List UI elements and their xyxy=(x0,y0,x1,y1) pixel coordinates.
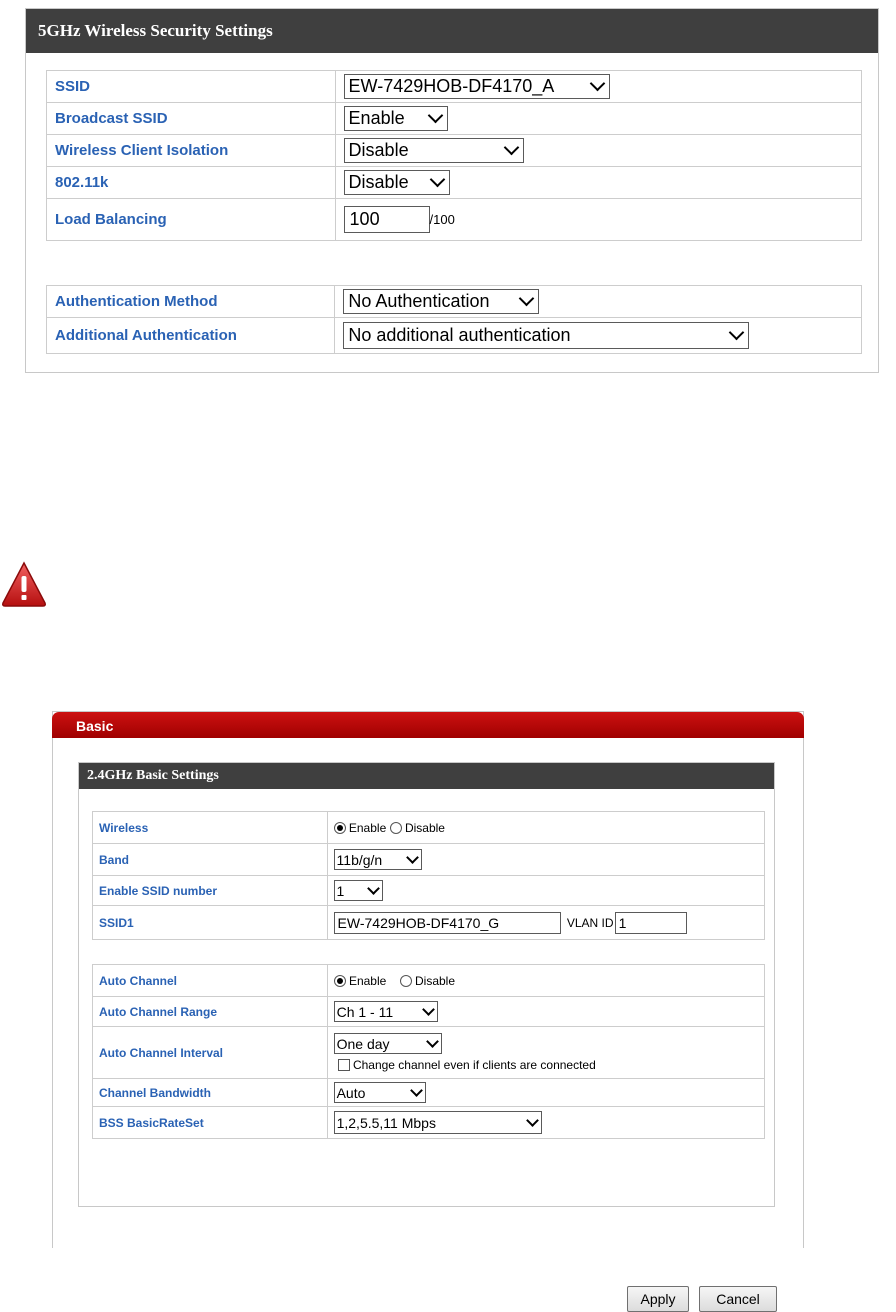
bandwidth-label: Channel Bandwidth xyxy=(93,1079,328,1107)
auth-method-select[interactable] xyxy=(343,289,539,314)
auth-method-value: No Authentication xyxy=(348,291,490,311)
bandwidth-value: Auto xyxy=(336,1084,366,1101)
auto-channel-enable-label: Enable xyxy=(348,973,387,988)
bandwidth-select[interactable] xyxy=(334,1082,426,1103)
80211k-value: Disable xyxy=(348,172,409,192)
vlan-id-input[interactable]: 1 xyxy=(615,912,687,934)
wireless-label: Wireless xyxy=(93,812,328,844)
broadcast-ssid-label: Broadcast SSID xyxy=(47,103,336,135)
change-channel-checkbox[interactable] xyxy=(338,1059,350,1071)
table-row xyxy=(93,1027,765,1079)
change-channel-label: Change channel even if clients are connected xyxy=(352,1057,596,1072)
chevron-down-icon xyxy=(426,1035,439,1048)
chevron-down-icon xyxy=(503,140,519,156)
auto-channel-label: Auto Channel xyxy=(93,965,328,997)
table-row xyxy=(47,199,862,241)
ssid-select[interactable] xyxy=(344,74,610,99)
table-row xyxy=(93,1079,765,1107)
table-row xyxy=(93,997,765,1027)
chevron-down-icon xyxy=(422,1003,435,1016)
table-row xyxy=(93,812,765,844)
ssid-select-value: EW-7429HOB-DF4170_A xyxy=(348,76,555,96)
table-row xyxy=(47,103,862,135)
channel-interval-value: One day xyxy=(336,1035,390,1052)
chevron-down-icon xyxy=(519,291,535,307)
table-row xyxy=(93,965,765,997)
chevron-down-icon xyxy=(410,1084,423,1097)
auto-channel-disable-label: Disable xyxy=(415,973,456,988)
chevron-down-icon xyxy=(367,882,380,895)
band-label: Band xyxy=(93,844,328,876)
warning-triangle-icon xyxy=(0,560,48,608)
chevron-down-icon xyxy=(729,325,745,341)
table-row xyxy=(47,167,862,199)
load-balancing-label: Load Balancing xyxy=(47,199,336,241)
client-isolation-select[interactable] xyxy=(344,138,524,163)
apply-button[interactable]: Apply xyxy=(627,1286,689,1312)
table-row xyxy=(93,906,765,940)
ssid1-input[interactable]: EW-7429HOB-DF4170_G xyxy=(334,912,561,934)
80211k-select[interactable] xyxy=(344,170,450,195)
ssid-number-select[interactable] xyxy=(334,880,383,901)
auto-channel-enable-radio[interactable] xyxy=(334,975,346,987)
load-balancing-input[interactable]: 100 xyxy=(344,206,430,233)
table-row xyxy=(47,286,862,318)
chevron-down-icon xyxy=(429,172,445,188)
80211k-label: 802.11k xyxy=(47,167,336,199)
ssid-number-value: 1 xyxy=(336,882,345,899)
table-row xyxy=(93,1107,765,1139)
ssid-label: SSID xyxy=(47,71,336,103)
table-row xyxy=(93,844,765,876)
vlan-id-label: VLAN ID xyxy=(566,915,614,930)
wireless-disable-label: Disable xyxy=(404,820,445,835)
auth-table xyxy=(46,285,862,354)
table-row xyxy=(47,318,862,354)
chevron-down-icon xyxy=(526,1114,539,1127)
chevron-down-icon xyxy=(589,76,605,92)
wireless-disable-radio[interactable] xyxy=(390,822,402,834)
channel-range-label: Auto Channel Range xyxy=(93,997,328,1027)
panel-header: Basic xyxy=(52,712,804,738)
client-isolation-label: Wireless Client Isolation xyxy=(47,135,336,167)
additional-auth-value: No additional authentication xyxy=(348,325,571,345)
panel-title: 5GHz Wireless Security Settings xyxy=(26,9,878,53)
wireless-enable-radio[interactable] xyxy=(334,822,346,834)
wireless-security-panel xyxy=(25,8,879,373)
ssid-number-label: Enable SSID number xyxy=(93,876,328,906)
basic-rate-value: 1,2,5.5,11 Mbps xyxy=(336,1114,436,1131)
broadcast-ssid-select[interactable] xyxy=(344,106,448,131)
security-table xyxy=(46,70,862,241)
auto-channel-disable-radio[interactable] xyxy=(400,975,412,987)
section-title: 2.4GHz Basic Settings xyxy=(79,763,774,789)
basic-settings-panel xyxy=(52,711,804,1307)
table-row xyxy=(93,876,765,906)
band-value: 11b/g/n xyxy=(336,851,383,868)
wireless-enable-label: Enable xyxy=(348,820,387,835)
band-select[interactable] xyxy=(334,849,422,870)
channel-settings-table xyxy=(92,964,765,1139)
ssid1-label: SSID1 xyxy=(93,906,328,940)
channel-range-select[interactable] xyxy=(334,1001,438,1022)
client-isolation-value: Disable xyxy=(348,140,409,160)
cancel-button[interactable]: Cancel xyxy=(699,1286,777,1312)
chevron-down-icon xyxy=(406,851,419,864)
basic-settings-section xyxy=(78,762,775,1207)
basic-rate-select[interactable] xyxy=(334,1111,542,1134)
channel-interval-select[interactable] xyxy=(334,1033,442,1054)
channel-interval-label: Auto Channel Interval xyxy=(93,1027,328,1079)
additional-auth-select[interactable] xyxy=(343,322,749,349)
channel-range-value: Ch 1 - 11 xyxy=(336,1003,394,1020)
additional-auth-label: Additional Authentication xyxy=(47,318,335,354)
basic-settings-table xyxy=(92,811,765,940)
auth-method-label: Authentication Method xyxy=(47,286,335,318)
basic-rate-label: BSS BasicRateSet xyxy=(93,1107,328,1139)
table-row xyxy=(47,71,862,103)
chevron-down-icon xyxy=(427,108,443,124)
broadcast-ssid-value: Enable xyxy=(348,108,405,128)
load-balancing-suffix: /100 xyxy=(429,212,455,227)
table-row xyxy=(47,135,862,167)
